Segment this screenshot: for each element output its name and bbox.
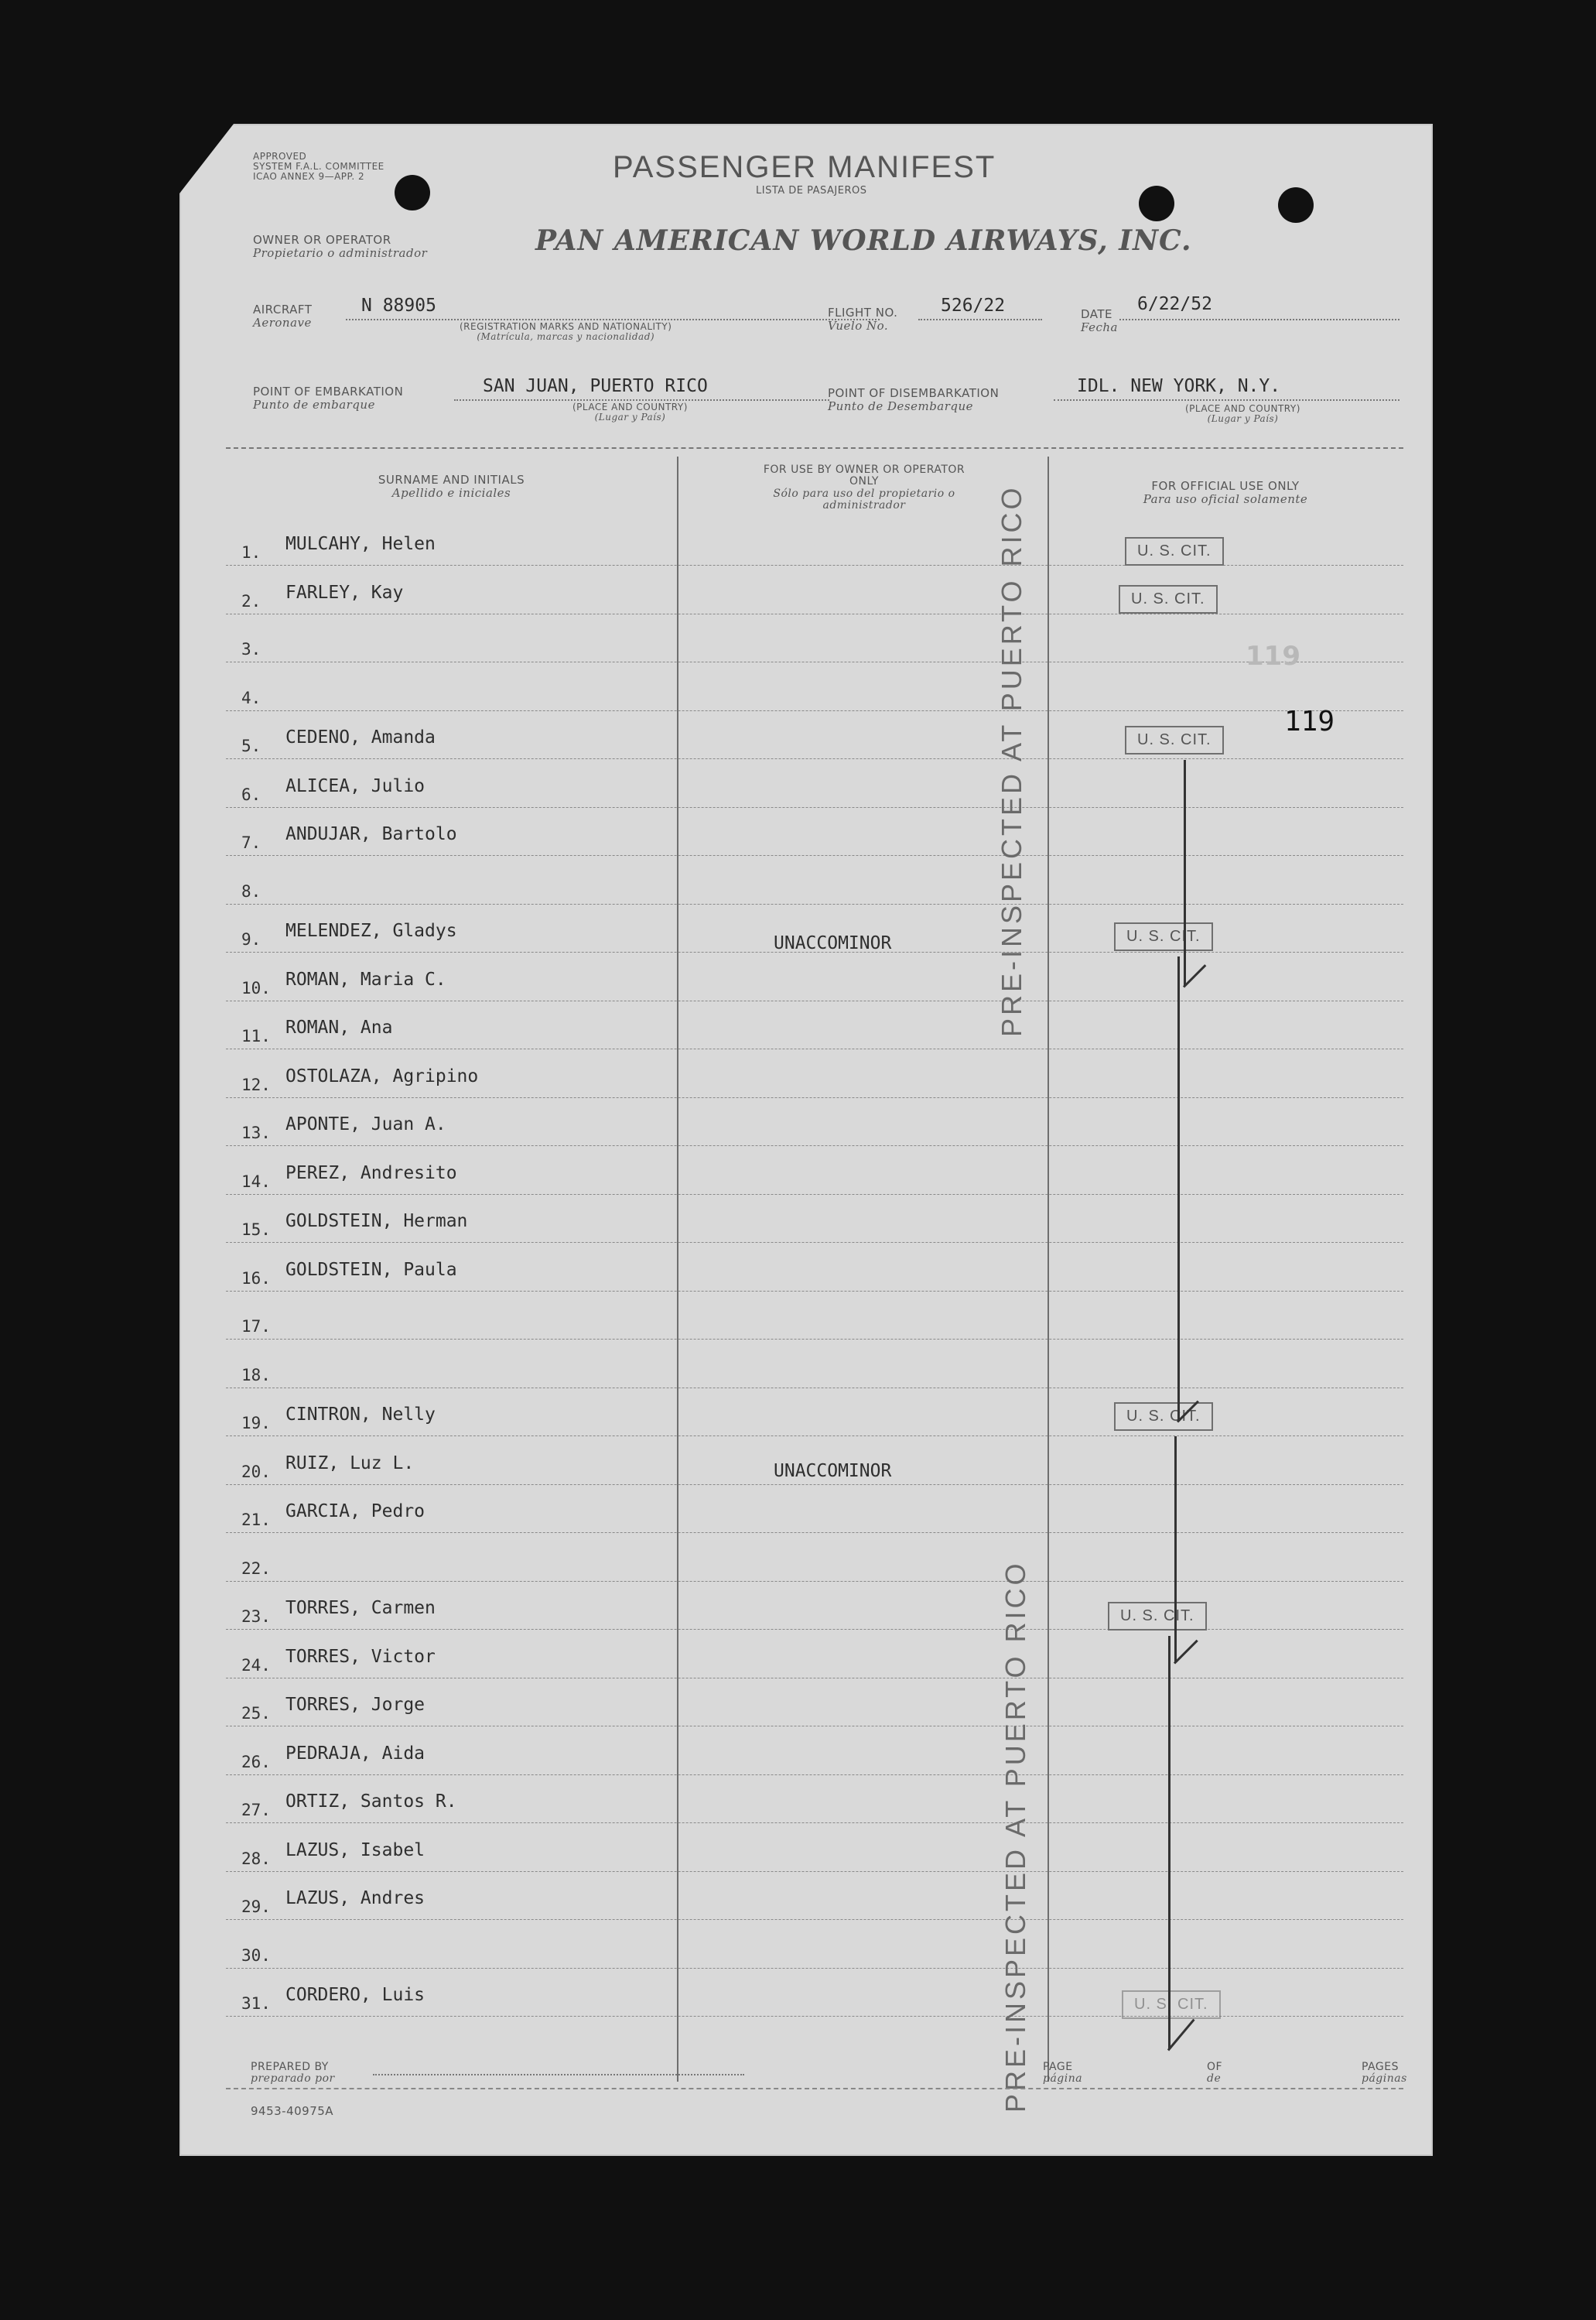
passenger-name: GOLDSTEIN, Paula bbox=[285, 1259, 457, 1280]
row-number: 8. bbox=[241, 881, 261, 901]
flight-no-label-es: Vuelo No. bbox=[828, 318, 889, 333]
flight-no-label bbox=[828, 306, 897, 332]
passenger-name: ORTIZ, Santos R. bbox=[285, 1791, 457, 1812]
date-label-en: DATE bbox=[1081, 307, 1113, 321]
row-number: 25. bbox=[241, 1704, 271, 1723]
row-number: 7. bbox=[241, 833, 261, 852]
registration-note bbox=[460, 322, 672, 342]
punch-hole bbox=[1139, 186, 1174, 221]
row-rule bbox=[226, 1339, 1403, 1340]
place-note-es: (Lugar y País) bbox=[1207, 413, 1279, 425]
place-note-en: (PLACE AND COUNTRY) bbox=[572, 402, 688, 412]
pencil-count: 119 bbox=[1246, 641, 1300, 672]
row-number: 14. bbox=[241, 1172, 271, 1191]
us-citizen-stamp: U. S. CIT. bbox=[1125, 537, 1224, 566]
row-number: 24. bbox=[241, 1655, 271, 1675]
typed-count: 119 bbox=[1284, 706, 1335, 737]
row-rule bbox=[226, 1968, 1403, 1969]
passenger-name: GOLDSTEIN, Herman bbox=[285, 1211, 468, 1231]
unaccompanied-minor-note: UNACCOMINOR bbox=[774, 933, 892, 953]
passenger-name: FARLEY, Kay bbox=[285, 582, 404, 603]
row-number: 23. bbox=[241, 1607, 271, 1626]
row-number: 10. bbox=[241, 978, 271, 997]
ditto-tick bbox=[1174, 1640, 1198, 1665]
col-header-official-es: Para uso oficial solamente bbox=[1143, 491, 1308, 506]
disembark-place-note bbox=[1185, 404, 1300, 424]
passenger-name: CORDERO, Luis bbox=[285, 1985, 425, 2005]
passenger-name: TORRES, Jorge bbox=[285, 1695, 425, 1715]
row-number: 16. bbox=[241, 1268, 271, 1288]
row-number: 18. bbox=[241, 1365, 271, 1384]
aircraft-label-es: Aeronave bbox=[253, 315, 312, 330]
passenger-name: MULCAHY, Helen bbox=[285, 534, 436, 554]
row-number: 30. bbox=[241, 1945, 271, 1965]
col-header-surname-es: Apellido e iniciales bbox=[391, 485, 511, 500]
passenger-name: TORRES, Victor bbox=[285, 1646, 436, 1667]
aircraft-value: N 88905 bbox=[361, 296, 436, 316]
passenger-name: TORRES, Carmen bbox=[285, 1598, 436, 1618]
punch-hole bbox=[1278, 187, 1314, 223]
row-number: 28. bbox=[241, 1849, 271, 1868]
row-number: 17. bbox=[241, 1317, 271, 1336]
row-rule bbox=[226, 1484, 1403, 1485]
row-number: 21. bbox=[241, 1511, 271, 1529]
row-number: 20. bbox=[241, 1462, 271, 1481]
ditto-tick bbox=[1183, 964, 1206, 987]
us-citizen-stamp: U. S. CIT. bbox=[1114, 1402, 1213, 1431]
ditto-line bbox=[1177, 956, 1180, 1421]
row-number: 19. bbox=[241, 1414, 271, 1432]
row-rule bbox=[226, 807, 1403, 808]
passenger-name: RUIZ, Luz L. bbox=[285, 1453, 415, 1473]
passenger-name: CINTRON, Nelly bbox=[285, 1405, 436, 1425]
row-number: 11. bbox=[241, 1027, 271, 1045]
col-header-owner-en: FOR USE BY OWNER OR OPERATOR ONLY bbox=[763, 464, 965, 488]
owner-label-es: Propietario o administrador bbox=[253, 245, 428, 260]
passenger-name: PEDRAJA, Aida bbox=[285, 1743, 425, 1764]
preinspected-stamp: PRE-INSPECTED AT PUERTO RICO bbox=[1000, 1560, 1031, 2113]
embarkation-label-en: POINT OF EMBARKATION bbox=[253, 385, 404, 399]
airline-name: PAN AMERICAN WORLD AIRWAYS, INC. bbox=[535, 224, 1192, 257]
ditto-line bbox=[1174, 1436, 1177, 1662]
row-number: 1. bbox=[241, 543, 261, 562]
row-number: 13. bbox=[241, 1124, 271, 1142]
embarkation-value: SAN JUAN, PUERTO RICO bbox=[483, 376, 708, 396]
row-rule bbox=[226, 904, 1403, 905]
owner-label-en: OWNER OR OPERATOR bbox=[253, 233, 391, 247]
row-rule bbox=[226, 2016, 1403, 2017]
registration-note-es: (Matrícula, marcas y nacionalidad) bbox=[477, 331, 655, 343]
row-rule bbox=[226, 1581, 1403, 1582]
ditto-line bbox=[1168, 1636, 1171, 2049]
passenger-name: ANDUJAR, Bartolo bbox=[285, 824, 457, 844]
pages-label-en: PAGES bbox=[1362, 2061, 1399, 2073]
place-note-en: (PLACE AND COUNTRY) bbox=[1185, 403, 1300, 414]
flight-no-value: 526/22 bbox=[941, 296, 1006, 316]
page-label-es: página bbox=[1043, 2072, 1083, 2086]
row-number: 9. bbox=[241, 930, 261, 949]
table-bottom-rule bbox=[226, 2088, 1403, 2089]
row-number: 2. bbox=[241, 591, 261, 611]
row-rule bbox=[226, 1097, 1403, 1098]
row-rule bbox=[226, 758, 1403, 759]
row-rule bbox=[226, 1435, 1403, 1436]
of-label-en: OF bbox=[1207, 2061, 1223, 2073]
column-divider-1 bbox=[677, 457, 678, 2082]
approval-line: APPROVED bbox=[253, 151, 307, 162]
manifest-title: PASSENGER MANIFEST bbox=[613, 150, 996, 184]
page-label-en: PAGE bbox=[1043, 2061, 1073, 2073]
prepared-by-underline bbox=[373, 2074, 744, 2075]
disembarkation-value: IDL. NEW YORK, N.Y. bbox=[1077, 376, 1281, 396]
prepared-by-es: preparado por bbox=[251, 2072, 335, 2086]
registration-note-en: (REGISTRATION MARKS AND NATIONALITY) bbox=[460, 321, 672, 332]
row-rule bbox=[226, 1291, 1403, 1292]
row-rule bbox=[226, 1822, 1403, 1823]
manifest-sheet bbox=[179, 124, 1433, 2156]
flight-no-underline bbox=[918, 319, 1042, 320]
embark-place-note bbox=[572, 402, 688, 423]
row-rule bbox=[226, 565, 1403, 566]
embarkation-label bbox=[253, 385, 403, 411]
aircraft-underline bbox=[346, 319, 880, 320]
date-underline bbox=[1119, 319, 1399, 320]
pages-label-es: páginas bbox=[1362, 2072, 1407, 2086]
page-label bbox=[1043, 2062, 1082, 2086]
table-top-rule bbox=[226, 447, 1403, 449]
disembarkation-underline bbox=[1054, 399, 1399, 401]
approval-block bbox=[253, 152, 384, 183]
passenger-name: APONTE, Juan A. bbox=[285, 1114, 446, 1134]
approval-line: ICAO ANNEX 9—APP. 2 bbox=[253, 171, 365, 183]
preinspected-stamp: PRE-INSPECTED AT PUERTO RICO bbox=[996, 484, 1027, 1037]
embarkation-underline bbox=[454, 399, 829, 401]
row-number: 3. bbox=[241, 640, 261, 659]
row-number: 27. bbox=[241, 1801, 271, 1819]
passenger-name: ROMAN, Ana bbox=[285, 1018, 393, 1038]
form-number: 9453-40975A bbox=[251, 2104, 334, 2118]
aircraft-label-en: AIRCRAFT bbox=[253, 303, 313, 317]
place-note-es: (Lugar y País) bbox=[594, 412, 666, 423]
disembarkation-label-es: Punto de Desembarque bbox=[828, 399, 974, 413]
row-number: 6. bbox=[241, 785, 261, 804]
row-rule bbox=[226, 1194, 1403, 1195]
passenger-name: CEDENO, Amanda bbox=[285, 727, 436, 748]
ditto-tick bbox=[1167, 2019, 1195, 2051]
owner-label bbox=[253, 234, 427, 259]
prepared-by-label bbox=[251, 2062, 335, 2086]
folded-corner bbox=[179, 124, 234, 193]
col-header-owner-es: Sólo para uso del propietario o administrador bbox=[773, 487, 955, 512]
us-citizen-stamp: U. S. CIT. bbox=[1114, 922, 1213, 951]
pages-label bbox=[1362, 2062, 1407, 2086]
row-rule bbox=[226, 1532, 1403, 1533]
col-header-owner bbox=[752, 464, 976, 512]
passenger-name: MELENDEZ, Gladys bbox=[285, 921, 457, 941]
col-header-official bbox=[1047, 480, 1403, 505]
row-number: 22. bbox=[241, 1559, 271, 1578]
passenger-name: ROMAN, Maria C. bbox=[285, 969, 446, 990]
row-number: 31. bbox=[241, 1994, 271, 2013]
passenger-name: PEREZ, Andresito bbox=[285, 1162, 457, 1183]
flight-no-label-en: FLIGHT NO. bbox=[828, 306, 898, 320]
date-label bbox=[1081, 308, 1118, 334]
row-rule bbox=[226, 1145, 1403, 1146]
col-header-surname-en: SURNAME AND INITIALS bbox=[378, 473, 525, 487]
row-rule bbox=[226, 855, 1403, 856]
us-citizen-stamp: U. S. CIT. bbox=[1125, 726, 1224, 755]
ditto-line bbox=[1184, 760, 1186, 986]
of-label-es: de bbox=[1207, 2072, 1222, 2086]
column-divider-2 bbox=[1047, 457, 1049, 2082]
row-number: 5. bbox=[241, 737, 261, 755]
passenger-name: OSTOLAZA, Agripino bbox=[285, 1066, 479, 1086]
approval-line: SYSTEM F.A.L. COMMITTEE bbox=[253, 161, 384, 173]
disembarkation-label bbox=[828, 387, 999, 412]
date-label-es: Fecha bbox=[1081, 320, 1118, 334]
row-number: 26. bbox=[241, 1752, 271, 1771]
row-rule bbox=[226, 1629, 1403, 1630]
embarkation-label-es: Punto de embarque bbox=[253, 397, 375, 412]
passenger-name: ALICEA, Julio bbox=[285, 775, 425, 796]
us-citizen-stamp: U. S. CIT. bbox=[1108, 1602, 1207, 1631]
row-number: 4. bbox=[241, 688, 261, 707]
row-rule bbox=[226, 1774, 1403, 1775]
us-citizen-stamp: U. S. CIT. bbox=[1119, 585, 1218, 614]
passenger-name: GARCIA, Pedro bbox=[285, 1501, 425, 1521]
row-rule bbox=[226, 1242, 1403, 1243]
unaccompanied-minor-note: UNACCOMINOR bbox=[774, 1461, 892, 1481]
row-rule bbox=[226, 1871, 1403, 1872]
of-label bbox=[1207, 2062, 1222, 2086]
punch-hole bbox=[395, 175, 430, 210]
col-header-surname bbox=[226, 474, 677, 499]
row-number: 29. bbox=[241, 1897, 271, 1916]
manifest-subtitle: LISTA DE PASAJEROS bbox=[756, 185, 867, 197]
prepared-by-en: PREPARED BY bbox=[251, 2061, 329, 2073]
row-rule bbox=[226, 710, 1403, 711]
row-rule bbox=[226, 1919, 1403, 1920]
passenger-name: LAZUS, Andres bbox=[285, 1888, 425, 1908]
col-header-official-en: FOR OFFICIAL USE ONLY bbox=[1151, 479, 1300, 493]
date-value: 6/22/52 bbox=[1137, 294, 1212, 314]
row-number: 15. bbox=[241, 1220, 271, 1239]
disembarkation-label-en: POINT OF DISEMBARKATION bbox=[828, 386, 1000, 400]
us-citizen-stamp: U. S. CIT. bbox=[1122, 1990, 1221, 2019]
passenger-name: LAZUS, Isabel bbox=[285, 1839, 425, 1860]
aircraft-label bbox=[253, 303, 312, 329]
row-number: 12. bbox=[241, 1075, 271, 1094]
